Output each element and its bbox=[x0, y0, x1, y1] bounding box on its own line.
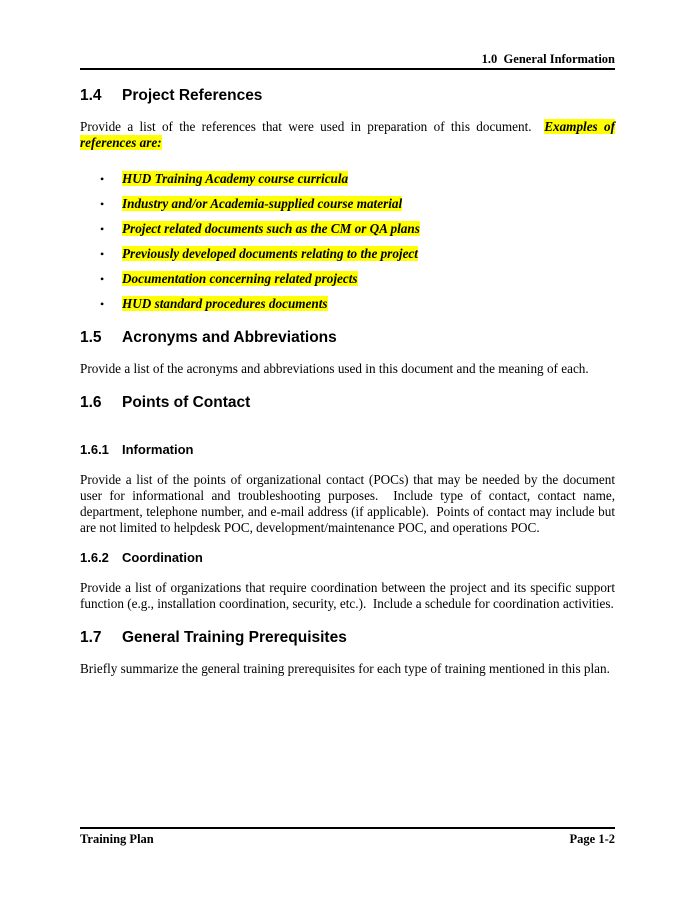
bullet-icon: • bbox=[100, 272, 105, 286]
bullet-icon: • bbox=[100, 172, 105, 186]
list-item bbox=[100, 271, 615, 287]
section-title-1-6: Points of Contact bbox=[122, 394, 251, 411]
paragraph-prerequisites: Briefly summarize the general training prerequisites for each type of training mentioned in this plan. bbox=[80, 661, 610, 676]
paragraph-references-text: Provide a list of the references that were used in preparation of this document. bbox=[80, 119, 545, 134]
section-title-1-4: Project References bbox=[122, 87, 263, 104]
subsection-title-1-6-2: Coordination bbox=[122, 550, 203, 565]
list-item-text: Industry and/or Academia-supplied course material bbox=[122, 196, 403, 211]
list-item-text: HUD Training Academy course curricula bbox=[122, 171, 349, 186]
section-title-1-5: Acronyms and Abbreviations bbox=[122, 329, 337, 346]
page-header bbox=[80, 0, 615, 70]
paragraph-references-highlight: Examples of references are: bbox=[80, 119, 615, 150]
footer-document-title: Training Plan bbox=[80, 832, 154, 846]
section-number-1-6: 1.6 bbox=[80, 394, 102, 411]
section-number-1-7: 1.7 bbox=[80, 629, 102, 646]
section-heading-1-6 bbox=[80, 393, 615, 412]
list-item bbox=[100, 246, 615, 262]
bullet-icon: • bbox=[100, 247, 105, 261]
section-number-1-5: 1.5 bbox=[80, 329, 102, 346]
subsection-heading-1-6-2 bbox=[80, 550, 615, 566]
section-heading-1-4 bbox=[80, 86, 615, 105]
section-heading-1-5 bbox=[80, 328, 615, 347]
list-item bbox=[100, 196, 615, 212]
bullet-icon: • bbox=[100, 197, 105, 211]
list-item bbox=[100, 296, 615, 312]
running-header-title: 1.0 General Information bbox=[80, 52, 615, 70]
paragraph-acronyms: Provide a list of the acronyms and abbreviations used in this document and the meaning of each. bbox=[80, 361, 589, 376]
section-number-1-4: 1.4 bbox=[80, 87, 102, 104]
list-item bbox=[100, 221, 615, 237]
page-footer bbox=[80, 827, 615, 846]
paragraph-references bbox=[80, 119, 615, 151]
subsection-number-1-6-1: 1.6.1 bbox=[80, 442, 109, 457]
paragraph-coordination: Provide a list of organizations that require coordination between the project and its specific support function (e.g., installation coordination, security, etc.). Include a schedule for coordination activities. bbox=[80, 580, 615, 611]
page-content bbox=[80, 86, 615, 677]
subsection-heading-1-6-1 bbox=[80, 442, 615, 458]
paragraph-information: Provide a list of the points of organizational contact (POCs) that may be needed by the document user for informational and troubleshooting purposes. Include type of contact, contact name, department, telephone number, and e-mail address (if applicable). Points of contact may include but are not limited to helpdesk POC, development/maintenance POC, and operations POC. bbox=[80, 472, 615, 535]
list-item-text: Project related documents such as the CM or QA plans bbox=[122, 221, 420, 236]
section-title-1-7: General Training Prerequisites bbox=[122, 629, 347, 646]
bullet-icon: • bbox=[100, 222, 105, 236]
subsection-number-1-6-2: 1.6.2 bbox=[80, 550, 109, 565]
bullet-icon: • bbox=[100, 297, 105, 311]
list-item-text: HUD standard procedures documents bbox=[122, 296, 328, 311]
section-heading-1-7 bbox=[80, 628, 615, 647]
list-item-text: Documentation concerning related projects bbox=[122, 271, 358, 286]
list-item-text: Previously developed documents relating to the project bbox=[122, 246, 418, 261]
list-item bbox=[100, 171, 615, 187]
reference-examples-list bbox=[80, 171, 615, 312]
footer-page-number: Page 1-2 bbox=[569, 832, 615, 846]
subsection-title-1-6-1: Information bbox=[122, 442, 194, 457]
